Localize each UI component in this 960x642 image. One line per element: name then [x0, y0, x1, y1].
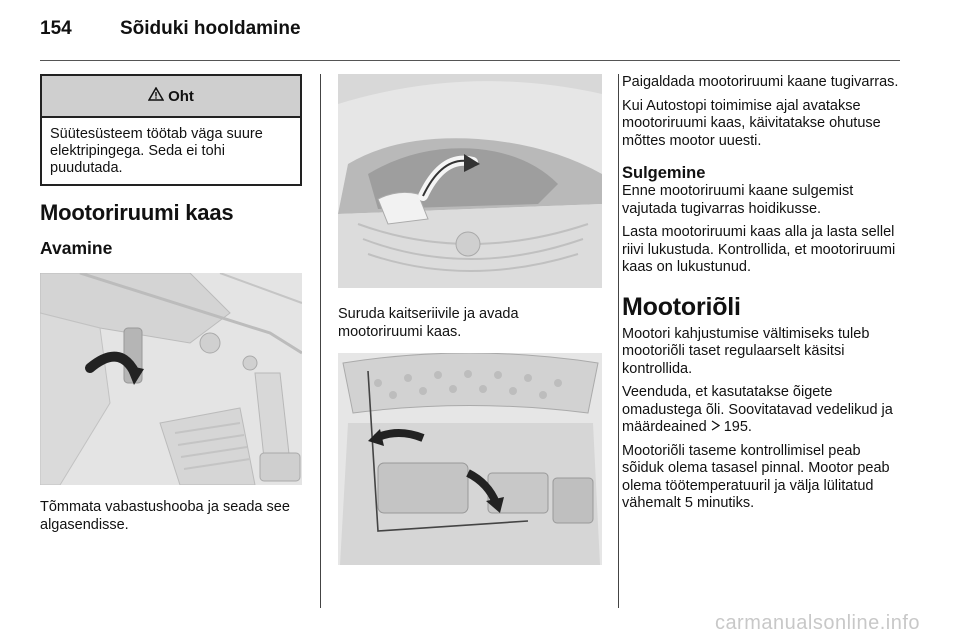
page-reference-link[interactable]: 195. [723, 419, 752, 435]
warning-text: Süütesüsteem töötab väga suure elektripingega. Seda ei tohi puudutada. [50, 126, 263, 176]
warning-box [40, 74, 302, 186]
page-ref-arrow-icon [711, 419, 724, 435]
section-title: Mootoriruumi kaas [40, 200, 234, 225]
hood-catch-figure [338, 74, 602, 288]
engine-compartment-figure [338, 353, 602, 565]
paragraph-support-rod: Paigaldada mootoriruumi kaane tugivarras. [622, 74, 899, 90]
oil-section-title: Mootoriõli [622, 292, 741, 321]
page-title: Sõiduki hooldamine [120, 18, 301, 39]
warning-title: Oht [168, 87, 194, 105]
paragraph-closing-2: Lasta mootoriruumi kaas alla ja lasta sellel riivi lukustuda. Kontrollida, et mootoriruumi kaas on lukustunud. [622, 224, 896, 275]
paragraph-oil-level-conditions: Mootoriõli taseme kontrollimisel peab sõiduk olema tasasel pinnal. Mootor peab olema töötemperatuuril ja välja lülitatud vähemalt 5 minutiks. [622, 442, 890, 511]
column-1 [40, 74, 302, 534]
paragraph-oil-check: Mootori kahjustumise vältimiseks tuleb mootoriõli taset regulaarselt käsitsi kontrollida. [622, 325, 870, 377]
page-header [40, 18, 301, 40]
column-divider-2 [618, 74, 619, 608]
figure2-caption: Suruda kaitseriivile ja avada mootoriruumi kaas. [338, 306, 519, 340]
paragraph-closing-1: Enne mootoriruumi kaane sulgemist vajutada tugivarras hoidikusse. [622, 183, 854, 217]
oil-quality-text: Veenduda, et kasutatakse õigete omadustega õli. Soovitatavad vedelikud ja määrdeained [622, 384, 893, 435]
column-2 [338, 74, 602, 565]
column-3 [622, 74, 902, 513]
column-divider-1 [320, 74, 321, 608]
figure1-caption: Tõmmata vabastushooba ja seada see algasendisse. [40, 499, 290, 533]
subsection-title: Avamine [40, 238, 113, 258]
paragraph-autostop: Kui Autostopi toimimise ajal avatakse mootoriruumi kaas, käivitatakse ohutuse mõttes mootor uuesti. [622, 97, 881, 149]
watermark: carmanualsonline.info [714, 612, 920, 634]
header-rule [40, 60, 900, 61]
paragraph-oil-quality [622, 384, 902, 437]
page-number: 154 [40, 18, 72, 39]
closing-title: Sulgemine [622, 164, 706, 182]
release-lever-figure [40, 273, 302, 485]
warning-triangle-icon [148, 87, 164, 105]
warning-header [42, 76, 300, 118]
